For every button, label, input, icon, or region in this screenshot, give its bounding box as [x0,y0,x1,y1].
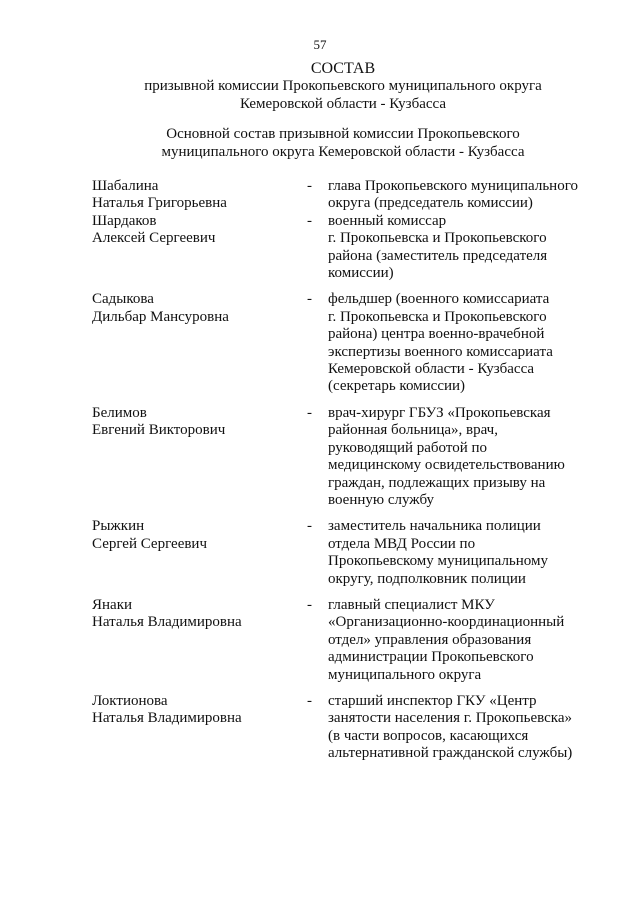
member-role-line: глава Прокопьевского муниципального [328,178,578,194]
member-surname: Локтионова [92,692,168,709]
member-surname: Янаки [92,596,133,613]
member-role-line: района) центра военно-врачебной [328,326,545,343]
member-role-line: граждан, подлежащих призыву на [328,474,546,491]
member-role-line: врач-хирург ГБУЗ «Прокопьевская [328,404,551,421]
member-role-line: Кемеровской области - Кузбасса [328,361,535,378]
member-role-line: старший инспектор ГКУ «Центр [328,692,537,709]
member-given-names: Сергей Сергеевич [92,535,208,552]
member-role-line: медицинскому освидетельствованию [328,457,565,474]
member-role-line: военную службу [328,491,435,508]
member-role-line: (в части вопросов, касающихся [328,727,529,744]
member-role [328,178,602,213]
member-role-line: главный специалист МКУ [328,596,495,613]
member-row [92,213,602,283]
member-role-line: занятости населения г. Прокопьевска» [328,710,572,727]
member-role [328,213,602,283]
member-surname: Шардаков [92,212,157,229]
member-surname: Садыкова [92,291,154,308]
member-role [328,693,602,763]
page-number: 57 [313,37,327,52]
member-row [92,693,602,763]
member-role-line: отдела МВД России по [328,535,476,552]
member-name [92,693,307,763]
member-row [92,291,602,395]
section-heading-line-1: Основной состав призывной комиссии Прокопьевского [166,126,520,142]
section-heading-line-2: муниципального округа Кемеровской области - Кузбасса [161,143,525,160]
member-name [92,518,307,588]
member-role-line: экспертизы военного комиссариата [328,343,553,360]
member-dash: - [307,178,312,194]
member-surname: Рыжкин [92,518,145,535]
member-dash: - [307,596,312,613]
member-role-line: альтернативной гражданской службы) [328,745,573,762]
member-role-line: г. Прокопьевска и Прокопьевского [328,308,547,325]
member-name [92,405,307,509]
document-subtitle-line-2: Кемеровской области - Кузбасса [239,95,447,112]
member-name [92,213,307,283]
document-subtitle-line-1: призывной комиссии Прокопьевского муниципального округа [144,78,542,94]
member-given-names: Дильбар Мансуровна [92,308,229,325]
member-surname: Белимов [92,404,147,421]
member-name [92,291,307,395]
member-role-line: заместитель начальника полиции [328,518,541,535]
member-role-line: района (заместитель председателя [328,247,548,264]
member-given-names: Алексей Сергеевич [92,230,216,247]
member-role-line: руководящий работой по [328,439,488,456]
member-role-line: Прокопьевскому муниципальному [328,553,548,570]
member-role [328,291,602,395]
member-role-line: г. Прокопьевска и Прокопьевского [328,230,547,247]
member-role-line: муниципального округа [328,666,482,683]
member-given-names: Наталья Владимировна [92,614,242,631]
member-dash: - [307,692,312,709]
member-given-names: Наталья Владимировна [92,710,242,727]
member-role-line: округа (председатель комиссии) [328,195,533,212]
member-role [328,405,602,509]
member-dash: - [307,518,312,535]
document-header [60,60,626,113]
member-role-line: фельдшер (военного комиссариата [328,291,550,308]
member-role-line: районная больница», врач, [328,422,498,439]
member-row [92,405,602,509]
member-given-names: Наталья Григорьевна [92,195,227,212]
members-list [92,178,602,763]
member-dash: - [307,404,312,421]
member-row [92,178,602,213]
section-heading [70,126,616,161]
member-dash: - [307,212,312,229]
member-role-line: «Организационно-координационный [328,614,565,631]
member-role-line: (секретарь комиссии) [328,378,466,395]
member-surname: Шабалина [92,178,159,194]
member-role-line: администрации Прокопьевского [328,649,534,666]
member-given-names: Евгений Викторович [92,422,226,439]
member-role-line: округу, подполковник полиции [328,570,526,587]
member-role-line: комиссии) [328,265,394,282]
member-role [328,518,602,588]
member-role [328,597,602,684]
member-name [92,597,307,684]
member-role-line: отдел» управления образования [328,631,532,648]
member-dash: - [307,291,312,308]
member-role-line: военный комиссар [328,212,447,229]
member-row [92,597,602,684]
document-title: СОСТАВ [310,60,376,77]
member-row [92,518,602,588]
member-name [92,178,307,213]
